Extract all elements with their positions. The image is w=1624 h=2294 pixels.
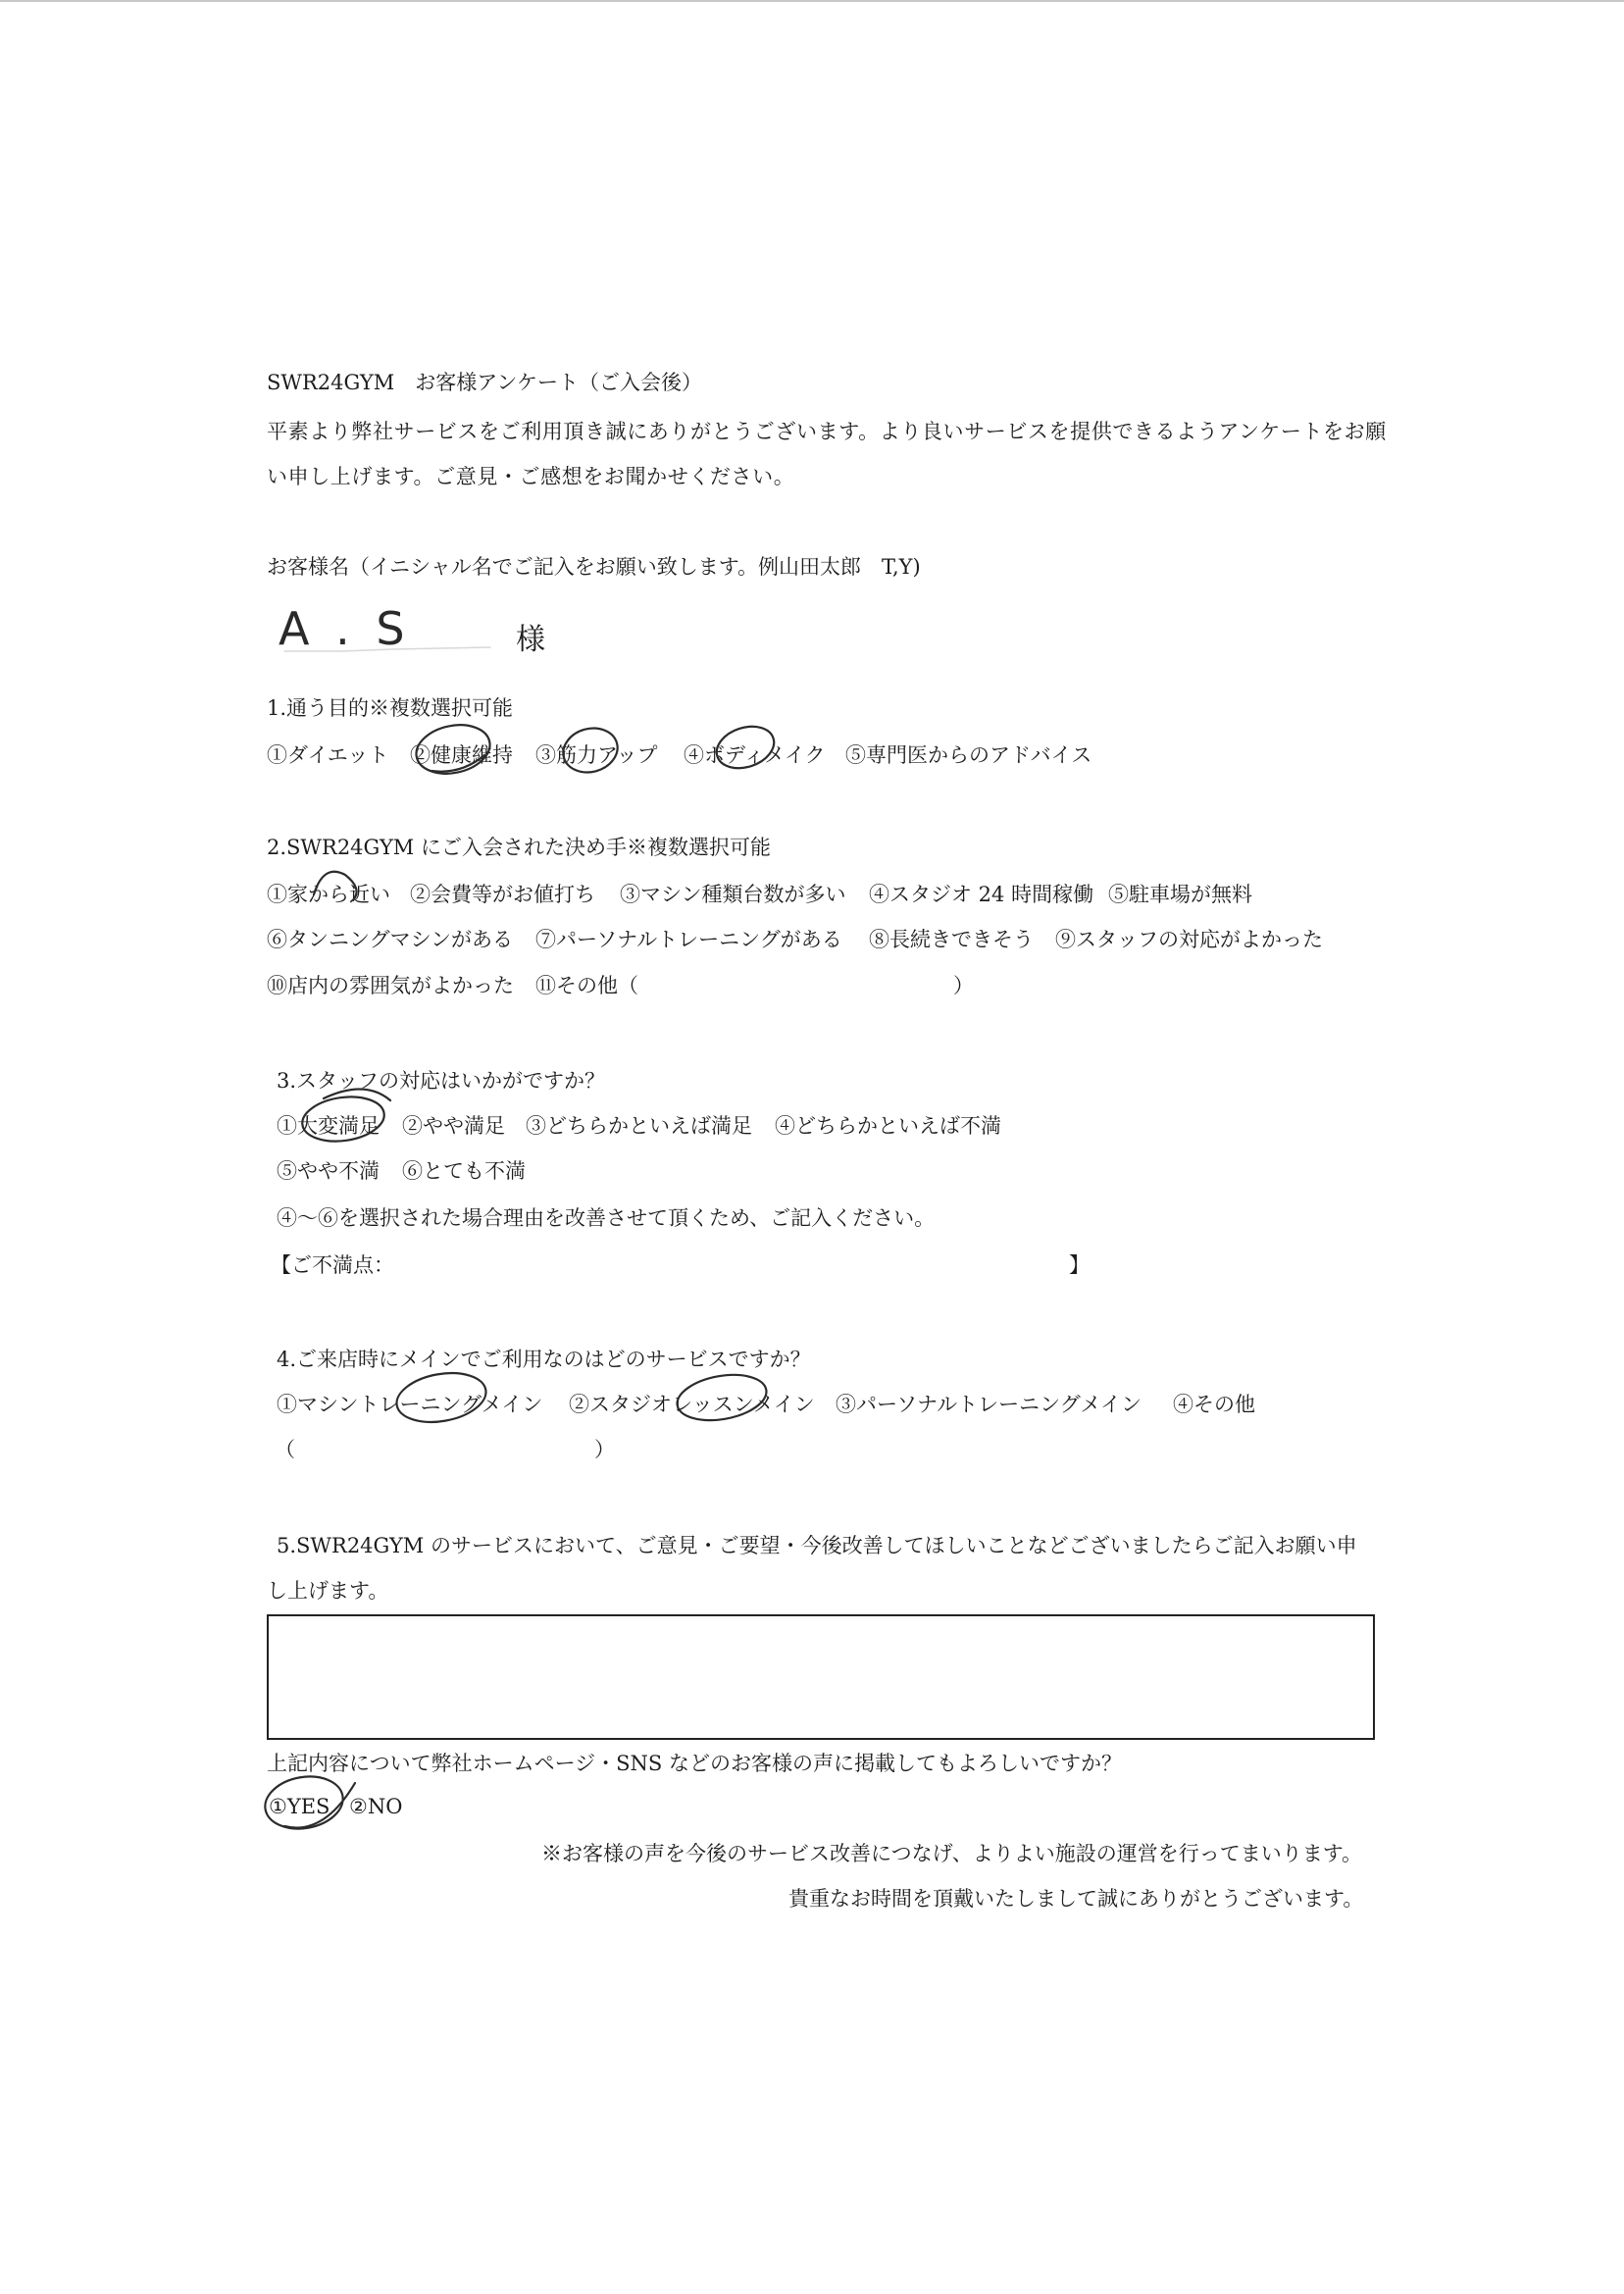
q3-complaint-close: 】 — [1069, 1253, 1090, 1277]
q2-option-atmosphere[interactable]: ⑩店内の雰囲気がよかった — [267, 974, 514, 997]
q1-option-diet[interactable]: ①ダイエット — [267, 743, 389, 767]
q4-option-machine-training[interactable]: ①マシントレーニングメイン — [277, 1393, 543, 1416]
honorific-sama: 様 — [516, 623, 545, 657]
q2-option-machines[interactable]: ③マシン種類台数が多い — [620, 883, 846, 906]
q2-option-parking[interactable]: ⑤駐車場が無料 — [1108, 883, 1252, 906]
footer-note-2: 貴重なお時間を頂戴いたしまして誠にありがとうございます。 — [788, 1887, 1364, 1911]
q3-title: 3.スタッフの対応はいかがですか？ — [277, 1069, 606, 1093]
q3-option-somewhat-dissatisfied[interactable]: ⑤やや不満 — [277, 1159, 380, 1183]
q3-option-rather-satisfied[interactable]: ③どちらかといえば満足 — [526, 1114, 752, 1138]
q1-option-health[interactable]: ②健康維持 — [410, 743, 513, 767]
q3-note: ④～⑥を選択された場合理由を改善させて頂くため、ご記入ください。 — [277, 1206, 936, 1230]
survey-title: SWR24GYM お客様アンケート（ご入会後） — [267, 371, 703, 394]
q4-title: 4.ご来店時にメインでご利用なのはどのサービスですか？ — [277, 1348, 811, 1371]
scan-edge-line — [0, 0, 1624, 2]
q5-title-line-2: し上げます。 — [267, 1579, 389, 1603]
q4-option-studio-lesson[interactable]: ②スタジオレッスンメイン — [569, 1393, 815, 1416]
q2-option-studio-24h[interactable]: ④スタジオ 24 時間稼働 — [869, 883, 1094, 906]
q3-option-very-dissatisfied[interactable]: ⑥とても不満 — [402, 1159, 526, 1183]
q4-option-other[interactable]: ④その他 — [1173, 1393, 1255, 1416]
q2-option-other[interactable]: ⑪その他（ — [535, 974, 638, 997]
q3-option-rather-dissatisfied[interactable]: ④どちらかといえば不満 — [775, 1114, 1001, 1138]
intro-text-line-1: 平素より弊社サービスをご利用頂き誠にありがとうございます。より良いサービスを提供できるようアンケートをお願 — [267, 420, 1387, 443]
footer-note-1: ※お客様の声を今後のサービス改善につなげ、よりよい施設の運営を行ってまいります。 — [541, 1842, 1363, 1865]
q1-option-doctor-advice[interactable]: ⑤専門医からのアドバイス — [845, 743, 1092, 767]
q1-option-body-make[interactable]: ④ボディメイク — [684, 743, 826, 767]
q2-other-close-paren: ） — [953, 974, 974, 997]
q5-answer-box[interactable] — [267, 1614, 1375, 1740]
q4-other-close-paren: ） — [594, 1438, 615, 1461]
customer-name-value[interactable]: A . S — [279, 602, 411, 655]
q2-title: 2.SWR24GYM にご入会された決め手※複数選択可能 — [267, 836, 771, 859]
q2-option-fee[interactable]: ②会費等がお値打ち — [410, 883, 595, 906]
q2-option-near-home[interactable]: ①家から近い — [267, 883, 390, 906]
q2-option-tanning[interactable]: ⑥タンニングマシンがある — [267, 928, 514, 951]
q2-option-personal-training[interactable]: ⑦パーソナルトレーニングがある — [535, 928, 842, 951]
q4-option-personal-training[interactable]: ③パーソナルトレーニングメイン — [836, 1393, 1142, 1416]
q3-option-somewhat-satisfied[interactable]: ②やや満足 — [402, 1114, 505, 1138]
intro-text-line-2: い申し上げます。ご意見・ご感想をお聞かせください。 — [267, 465, 795, 488]
q2-option-staff[interactable]: ⑨スタッフの対応がよかった — [1055, 928, 1323, 951]
q1-title: 1.通う目的※複数選択可能 — [267, 696, 514, 720]
q3-complaint-label: 【ご不満点： — [271, 1253, 394, 1277]
consent-question: 上記内容について弊社ホームページ・SNS などのお客様の声に掲載してもよろしいですか？ — [267, 1752, 1122, 1775]
q2-option-long-lasting[interactable]: ⑧長続きできそう — [869, 928, 1034, 951]
q5-title-line-1: 5.SWR24GYM のサービスにおいて、ご意見・ご要望・今後改善してほしいことなどございましたらご記入お願い申 — [277, 1534, 1357, 1557]
consent-no-option[interactable]: ②NO — [349, 1795, 403, 1818]
q3-option-very-satisfied[interactable]: ①大変満足 — [277, 1114, 380, 1138]
customer-name-prompt: お客様名（イニシャル名でご記入をお願い致します。例山田太郎 T,Y) — [267, 555, 921, 579]
consent-yes-option[interactable]: ①YES — [269, 1795, 330, 1818]
q4-other-open-paren: （ — [275, 1438, 295, 1461]
q1-option-strength[interactable]: ③筋力アップ — [535, 743, 658, 767]
